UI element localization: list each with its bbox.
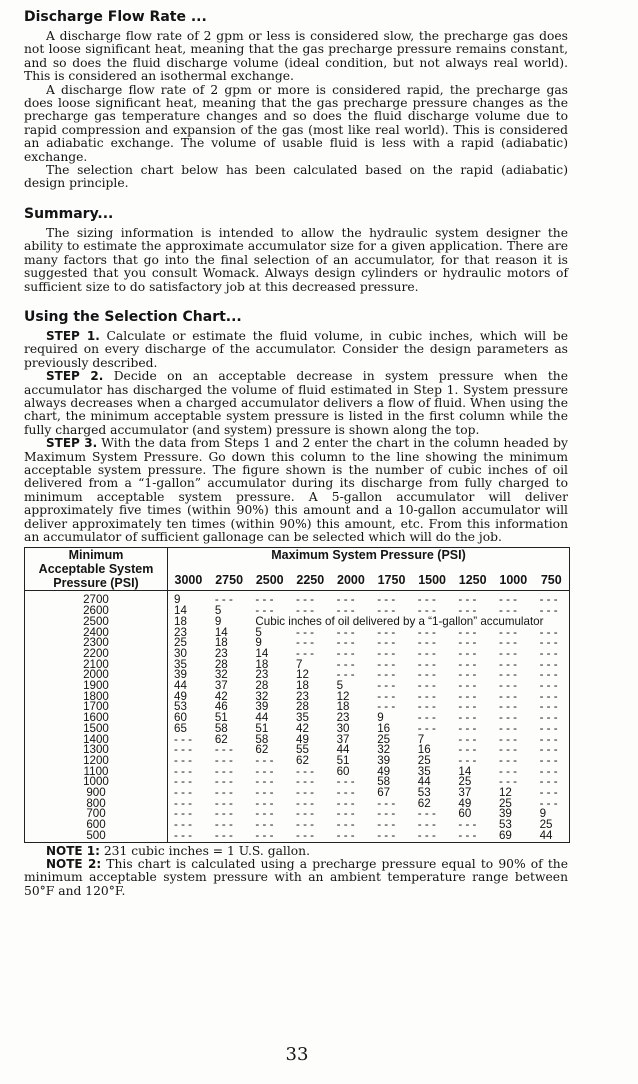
paragraph: A discharge flow rate of 2 gpm or more is considered rapid, the precharge gas does loose significant heat, meaning that the gas precharge pressure changes as the precharge gas temperature changes and so does the fluid discharge volume due to rapid compression and expansion of the gas (most like real world). This is considered an adiabatic exchange. The volume of usable fluid is less with a rapid (adiabatic) exchange.	[24, 82, 568, 164]
step-text: With the data from Steps 1 and 2 enter the chart in the column headed by Maximum System Pressure. Go down this column to the line showing the minimum acceptable system pressure. The figure shown is the number of cubic inches of oil delivered from a “1-gallon” accumulator during its discharge from fully charged to minimum acceptable system pressure. A 5-gallon accumulator will deliver approximately five times (within 90%) this amount and a 10-gallon accumulator will deliver approximately ten times (within 90%) this amount, etc. From this information an accumulator of sufficient gallonage can be selected which will do the job.	[24, 436, 569, 544]
table-cell: 16	[417, 743, 431, 757]
table-cell: - - -	[377, 818, 396, 832]
min-pressure-cell: 800	[25, 799, 168, 810]
min-pressure-cell: 2500	[25, 617, 168, 628]
table-cell: - - -	[458, 732, 477, 746]
table-cell: - - -	[377, 828, 396, 842]
table-cell: - - -	[458, 636, 477, 650]
section-heading: Summary...	[24, 205, 114, 222]
min-pressure-header: Minimum Acceptable System Pressure (PSI)	[25, 548, 168, 591]
table-cell: - - -	[498, 764, 518, 778]
table-cell: - - -	[296, 604, 315, 618]
table-cell: - - -	[458, 700, 477, 714]
table-cell: - - -	[377, 604, 396, 618]
table-cell: - - -	[498, 604, 518, 618]
table-cell: - - -	[336, 807, 355, 821]
table-cell: 25	[417, 753, 431, 767]
table-cell: - - -	[539, 625, 558, 639]
step-text: Decide on an acceptable decrease in system pressure when the accumulator has discharged the volume of fluid estimated in Step 1. System pressure always decreases when a charged accumulator delivers a flow of fluid. When using the chart, the minimum acceptable system pressure is listed in the first column while the fully charged accumulator (and system) pressure is shown along the top.	[24, 369, 568, 437]
table-cell: 39	[255, 700, 269, 714]
table-cell: 65	[174, 721, 187, 735]
table-cell: 46	[214, 700, 228, 714]
min-pressure-cell: 2100	[25, 660, 168, 671]
table-cell: - - -	[336, 775, 355, 789]
table-cell: 14	[255, 646, 269, 660]
table-cell: - - -	[296, 625, 315, 639]
table-cell: - - -	[458, 721, 477, 735]
table-cell: - - -	[458, 711, 477, 725]
table-cell: - - -	[214, 818, 233, 832]
table-cell: - - -	[336, 657, 355, 671]
table-cell: - - -	[458, 689, 477, 703]
table-cell: - - -	[214, 828, 233, 842]
table-cell: - - -	[458, 828, 477, 842]
table-cell: 49	[377, 764, 391, 778]
table-cell: 37	[214, 679, 228, 693]
table-cell: 60	[336, 764, 350, 778]
table-cell: - - -	[336, 636, 355, 650]
notes	[24, 845, 568, 899]
table-cell: - - -	[336, 646, 355, 660]
table-cell: 32	[255, 689, 269, 703]
table-cell: - - -	[539, 668, 558, 682]
step-paragraph	[24, 330, 568, 370]
min-pressure-cell: 700	[25, 809, 168, 820]
table-cell: - - -	[458, 593, 477, 607]
step-paragraph	[24, 370, 568, 437]
table-cell: - - -	[539, 764, 558, 778]
table-cell: - - -	[377, 646, 396, 660]
table-cell: 14	[458, 764, 472, 778]
table-cell: - - -	[498, 689, 518, 703]
table-cell: - - -	[296, 796, 315, 810]
table-cell: - - -	[336, 593, 355, 607]
table-cell: - - -	[539, 775, 558, 789]
paragraph: The selection chart below has been calculated based on the rapid (adiabatic) design principle.	[24, 163, 568, 191]
table-cell: - - -	[255, 604, 274, 618]
paragraph: The sizing information is intended to allow the hydraulic system designer the ability to estimate the approximate accumulator size for a given application. There are many factors that go into the final selection of an accumulator, for that reason it is suggested that you consult Womack. Always design cylinders or hydraulic motors of sufficient size to do satisfactory job at this decreased pressure.	[24, 225, 568, 294]
table-cell: 23	[214, 646, 228, 660]
table-cell: - - -	[539, 657, 558, 671]
table-cell: - - -	[174, 807, 193, 821]
table-cell: - - -	[296, 818, 315, 832]
table-cell: - - -	[174, 753, 193, 767]
table-cell: - - -	[336, 625, 355, 639]
table-cell: 28	[255, 679, 269, 693]
step-label: STEP 1.	[46, 328, 100, 343]
table-cell: - - -	[255, 807, 274, 821]
min-pressure-cell: 900	[25, 788, 168, 799]
table-cell: - - -	[174, 775, 193, 789]
min-pressure-cell: 1900	[25, 681, 168, 692]
selection-chart-table	[24, 547, 570, 842]
table-cell: 62	[255, 743, 269, 757]
table-cell: - - -	[174, 743, 193, 757]
table-cell: 7	[417, 732, 425, 746]
table-cell: - - -	[458, 657, 477, 671]
table-cell: - - -	[417, 807, 436, 821]
table-cell: - - -	[458, 818, 477, 832]
table-cell: - - -	[539, 743, 558, 757]
table-cell: 51	[214, 711, 228, 725]
table-cell: - - -	[539, 796, 558, 810]
table-cell: - - -	[539, 700, 558, 714]
table-cell: - - -	[214, 764, 233, 778]
table-cell: 25	[174, 636, 187, 650]
table-cell: - - -	[296, 828, 315, 842]
table-cell: - - -	[296, 775, 315, 789]
max-pressure-column-header: 2500	[249, 569, 290, 591]
table-cell: 44	[174, 679, 187, 693]
chart-inline-note: Cubic inches of oil delivered by a “1-gallon” accumulator	[255, 614, 544, 628]
table-cell: - - -	[377, 593, 396, 607]
table-cell: - - -	[498, 721, 518, 735]
table-cell: 37	[458, 786, 472, 800]
table-cell: - - -	[255, 786, 274, 800]
section-heading: Using the Selection Chart...	[24, 308, 242, 325]
table-cell: - - -	[296, 593, 315, 607]
table-cell: - - -	[255, 828, 274, 842]
min-pressure-cell: 500	[25, 831, 168, 842]
table-cell: - - -	[458, 604, 477, 618]
table-cell: 53	[417, 786, 431, 800]
table-cell: - - -	[417, 668, 436, 682]
table-cell: 18	[255, 657, 269, 671]
table-cell: - - -	[498, 753, 518, 767]
min-pressure-cell: 1800	[25, 692, 168, 703]
table-cell: - - -	[539, 636, 558, 650]
step-text: Calculate or estimate the fluid volume, in cubic inches, which will be required on every discharge of the accumulator. Consider the design parameters as previously described.	[24, 328, 569, 370]
min-pressure-cell: 1200	[25, 756, 168, 767]
table-cell: 9	[174, 593, 181, 607]
table-cell: - - -	[255, 593, 274, 607]
table-cell: 62	[214, 732, 228, 746]
table-cell: - - -	[377, 700, 396, 714]
table-cell: 18	[214, 636, 228, 650]
table-cell: 18	[174, 614, 187, 628]
min-pressure-cell: 2700	[25, 591, 168, 606]
table-cell: - - -	[498, 732, 518, 746]
max-pressure-column-header: 2750	[209, 569, 250, 591]
table-cell: 32	[214, 668, 228, 682]
table-cell: - - -	[255, 764, 274, 778]
table-cell: - - -	[336, 668, 355, 682]
table-cell: 39	[174, 668, 187, 682]
table-cell: 58	[214, 721, 228, 735]
table-cell: 28	[214, 657, 228, 671]
table-cell: 23	[336, 711, 350, 725]
table-cell: - - -	[214, 775, 233, 789]
table-cell: - - -	[458, 646, 477, 660]
table-cell: - - -	[458, 625, 477, 639]
table-cell: - - -	[539, 753, 558, 767]
table-cell: 30	[174, 646, 187, 660]
table-cell: - - -	[336, 818, 355, 832]
max-pressure-column-header: 1250	[452, 569, 493, 591]
table-cell: - - -	[377, 625, 396, 639]
page-number: 33	[285, 1044, 309, 1065]
max-pressure-column-header: 1500	[412, 569, 453, 591]
table-cell: - - -	[539, 721, 558, 735]
table-row	[25, 831, 570, 842]
table-cell: 23	[174, 625, 187, 639]
table-cell: 49	[174, 689, 187, 703]
table-cell: - - -	[417, 711, 436, 725]
min-pressure-cell: 2000	[25, 670, 168, 681]
table-cell: - - -	[417, 646, 436, 660]
discharge-flow-section	[24, 8, 568, 191]
table-cell: - - -	[458, 743, 477, 757]
table-cell: - - -	[296, 764, 315, 778]
table-cell: - - -	[377, 668, 396, 682]
table-cell: - - -	[498, 679, 518, 693]
table-cell: - - -	[498, 743, 518, 757]
table-cell: - - -	[377, 657, 396, 671]
table-cell: 23	[255, 668, 269, 682]
table-cell: 5	[214, 604, 222, 618]
table-cell: 28	[296, 700, 309, 714]
table-cell: - - -	[539, 646, 558, 660]
note-1: NOTE 1: 231 cubic inches = 1 U.S. gallon.	[46, 843, 310, 858]
table-cell: - - -	[214, 743, 233, 757]
min-pressure-cell: 1000	[25, 777, 168, 788]
table-cell: - - -	[214, 796, 233, 810]
table-cell: 44	[417, 775, 431, 789]
table-cell: - - -	[336, 786, 355, 800]
table-cell: 44	[255, 711, 269, 725]
min-pressure-cell: 2600	[25, 606, 168, 617]
table-cell: - - -	[255, 775, 274, 789]
table-cell: 53	[498, 818, 512, 832]
table-cell: 35	[417, 764, 431, 778]
table-cell: - - -	[214, 807, 233, 821]
table-cell: 32	[377, 743, 391, 757]
table-cell: - - -	[336, 796, 355, 810]
min-pressure-cell: 1300	[25, 745, 168, 756]
table-cell: 62	[417, 796, 431, 810]
table-cell: 37	[336, 732, 350, 746]
min-pressure-cell: 1400	[25, 735, 168, 746]
table-cell: 42	[214, 689, 228, 703]
table-cell: 7	[296, 657, 303, 671]
table-cell: 14	[214, 625, 228, 639]
table-cell: - - -	[498, 636, 518, 650]
table-cell: 12	[498, 786, 512, 800]
table-cell: - - -	[255, 796, 274, 810]
table-cell: 18	[296, 679, 309, 693]
table-cell: - - -	[377, 807, 396, 821]
table-cell: 35	[296, 711, 309, 725]
table-cell: 25	[458, 775, 472, 789]
step-label: STEP 3.	[46, 436, 98, 451]
table-cell: - - -	[336, 604, 355, 618]
table-cell: - - -	[296, 807, 315, 821]
table-cell: - - -	[539, 711, 558, 725]
min-pressure-cell: 2300	[25, 638, 168, 649]
table-cell: - - -	[417, 689, 436, 703]
table-cell: 12	[296, 668, 309, 682]
table-cell: 58	[377, 775, 391, 789]
step-paragraph	[24, 437, 568, 544]
table-cell: - - -	[417, 636, 436, 650]
table-cell: 9	[377, 711, 384, 725]
table-cell: 9	[214, 614, 222, 628]
table-cell: - - -	[458, 753, 477, 767]
table-cell: 44	[336, 743, 350, 757]
min-pressure-cell: 1600	[25, 713, 168, 724]
table-cell: - - -	[417, 700, 436, 714]
table-cell: - - -	[255, 818, 274, 832]
table-cell: - - -	[498, 625, 518, 639]
table-cell: 53	[174, 700, 187, 714]
selection-chart-section	[24, 308, 568, 545]
table-cell: 49	[296, 732, 309, 746]
table-cell: - - -	[174, 786, 193, 800]
max-pressure-column-header: 1000	[493, 569, 534, 591]
table-cell: - - -	[498, 668, 518, 682]
table-cell: - - -	[255, 753, 274, 767]
table-cell: - - -	[174, 828, 193, 842]
table-cell: 44	[539, 828, 553, 842]
min-pressure-cell: 1100	[25, 767, 168, 778]
table-cell: 42	[296, 721, 309, 735]
table-cell: 23	[296, 689, 309, 703]
table-cell: 35	[174, 657, 187, 671]
table-cell: - - -	[377, 689, 396, 703]
table-cell: 16	[377, 721, 391, 735]
table-cell: - - -	[296, 786, 315, 800]
table-cell: - - -	[296, 646, 315, 660]
table-cell: - - -	[377, 796, 396, 810]
table-cell: 69	[498, 828, 512, 842]
table-cell: - - -	[539, 732, 558, 746]
table-cell: 18	[336, 700, 350, 714]
min-pressure-cell: 1500	[25, 724, 168, 735]
max-pressure-column-header: 750	[534, 569, 570, 591]
table-cell: - - -	[539, 604, 558, 618]
table-cell: - - -	[458, 668, 477, 682]
table-cell: - - -	[417, 679, 436, 693]
table-cell: - - -	[498, 593, 518, 607]
summary-section	[24, 205, 568, 294]
table-cell: - - -	[539, 679, 558, 693]
table-cell: 67	[377, 786, 391, 800]
table-cell: 25	[377, 732, 391, 746]
table-cell: 39	[377, 753, 391, 767]
section-heading: Discharge Flow Rate ...	[24, 9, 207, 25]
table-cell: 49	[458, 796, 472, 810]
table-cell: - - -	[498, 711, 518, 725]
table-cell: - - -	[498, 775, 518, 789]
paragraph: A discharge flow rate of 2 gpm or less is considered slow, the precharge gas does not loose significant heat, meaning that the gas precharge pressure remains constant, and so does the fluid discharge volume (ideal condition, but not always real world). This is considered an isothermal exchange.	[24, 29, 568, 84]
table-cell: 9	[255, 636, 262, 650]
table-cell: - - -	[539, 593, 558, 607]
min-pressure-cell: 600	[25, 820, 168, 831]
table-cell: - - -	[417, 828, 436, 842]
max-pressure-column-header: 1750	[371, 569, 412, 591]
table-cell: - - -	[296, 636, 315, 650]
table-cell: 51	[255, 721, 269, 735]
table-cell: - - -	[336, 828, 355, 842]
table-cell: - - -	[417, 604, 436, 618]
table-cell: - - -	[377, 636, 396, 650]
inline-note-cell	[249, 614, 544, 628]
table-cell: - - -	[377, 679, 396, 693]
table-cell: 39	[498, 807, 512, 821]
note-2: NOTE 2: This chart is calculated using a precharge pressure equal to 90% of the minimum acceptable system pressure with an ambient temperature range between 50°F and 120°F.	[24, 856, 568, 898]
max-pressure-column-header: 3000	[168, 569, 209, 591]
table-cell: 5	[336, 679, 344, 693]
max-pressure-column-header: 2000	[331, 569, 372, 591]
table-cell: - - -	[174, 796, 193, 810]
table-cell: 58	[255, 732, 269, 746]
table-cell: - - -	[417, 657, 436, 671]
table-cell: - - -	[417, 721, 436, 735]
table-cell: 14	[174, 604, 187, 618]
table-cell: - - -	[174, 764, 193, 778]
table-cell: - - -	[174, 818, 193, 832]
table-cell: 60	[174, 711, 187, 725]
table-cell: 51	[336, 753, 350, 767]
table-cell: - - -	[417, 625, 436, 639]
document-page	[24, 8, 568, 898]
table-cell: - - -	[417, 818, 436, 832]
table-cell: - - -	[498, 700, 518, 714]
table-cell: 25	[539, 818, 553, 832]
table-cell: - - -	[498, 646, 518, 660]
table-cell: 60	[458, 807, 472, 821]
table-cell: - - -	[417, 593, 436, 607]
table-cell: 55	[296, 743, 309, 757]
table-cell: 30	[336, 721, 350, 735]
min-pressure-cell: 1700	[25, 702, 168, 713]
table-cell: 25	[498, 796, 512, 810]
table-cell: 5	[255, 625, 262, 639]
table-cell: - - -	[458, 679, 477, 693]
step-label: STEP 2.	[46, 369, 104, 384]
table-cell: 62	[296, 753, 309, 767]
min-pressure-cell: 2200	[25, 649, 168, 660]
min-pressure-cell: 2400	[25, 628, 168, 639]
table-cell: - - -	[498, 657, 518, 671]
table-cell: - - -	[214, 593, 233, 607]
table-cell: 9	[539, 807, 547, 821]
max-pressure-column-header: 2250	[290, 569, 331, 591]
table-cell: - - -	[174, 732, 193, 746]
table-cell: - - -	[539, 786, 558, 800]
table-cell: - - -	[214, 786, 233, 800]
max-pressure-header: Maximum System Pressure (PSI)	[271, 548, 466, 563]
table-cell: 12	[336, 689, 350, 703]
table-cell: - - -	[214, 753, 233, 767]
table-cell: - - -	[539, 689, 558, 703]
